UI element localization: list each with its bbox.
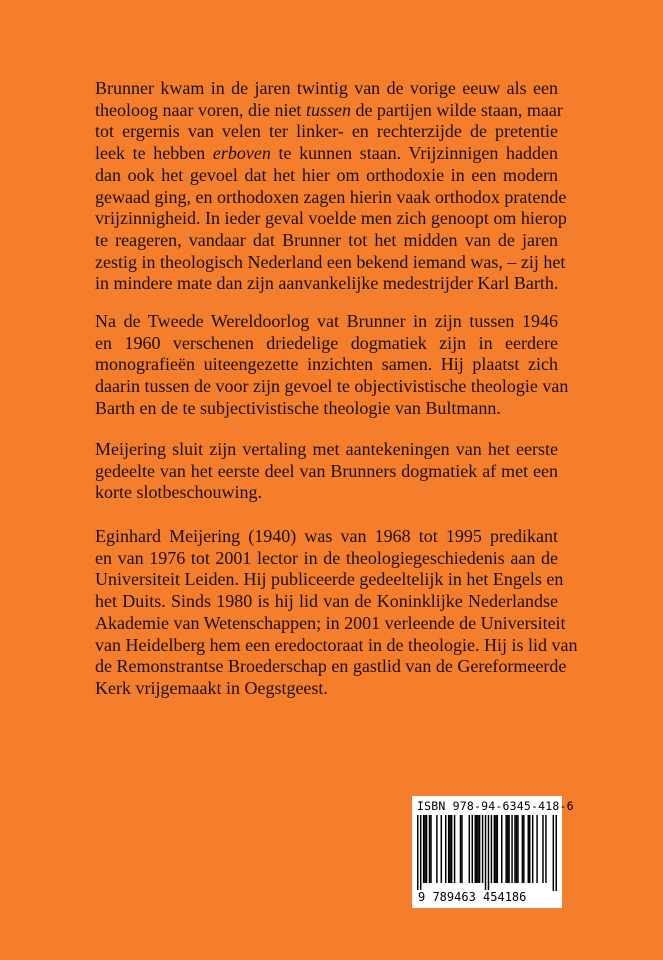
barcode-digits: 9 789463 454186 [418, 890, 527, 904]
barcode-bar [417, 815, 418, 891]
barcode-bar [556, 815, 557, 891]
text-line: Na de Tweede Wereldoorlog vat Brunner in zijn tussen 1946 [95, 311, 558, 331]
barcode-bar [441, 815, 442, 883]
barcode-bar [528, 815, 529, 883]
barcode-bar [553, 815, 554, 891]
barcode-bar [451, 815, 452, 883]
barcode-bar [516, 815, 517, 883]
barcode-bar [482, 815, 483, 883]
barcode-bar [469, 815, 470, 883]
barcode-bar [523, 815, 524, 883]
barcode-bar [497, 815, 498, 883]
text-line: dan ook het gevoel dat het hier om orthodoxie in een modern [95, 164, 558, 185]
text-line: van Heidelberg hem een eredoctoraat in de theologie. Hij is lid van [95, 634, 578, 655]
text-line: Barth en de te subjectivistische theologie van Bultmann. [95, 397, 501, 418]
text-line: theoloog naar voren, die niet tussen de partijen wilde staan, maar [95, 99, 563, 120]
text-line: gedeelte van het eerste deel van Brunners dogmatiek af met een [95, 460, 558, 481]
barcode-bar [445, 815, 446, 883]
paragraph-author-bio [95, 526, 578, 700]
barcode-bar [454, 815, 455, 883]
barcode-bar [472, 815, 473, 883]
text-line: monografieën uiteengezette inzichten samen. Hij plaatst zich [95, 354, 558, 375]
text-line: zestig in theologisch Nederland een bekend iemand was, – zij het [95, 251, 566, 272]
text-line: leek te hebben erboven te kunnen staan. Vrijzinnigen hadden [95, 143, 558, 164]
text-line: gewaad ging, en orthodoxen zagen hierin vaak orthodox pratende [95, 186, 567, 207]
emphasis: erboven [212, 143, 271, 164]
barcode-bar [488, 815, 489, 891]
text-line: Brunner kwam in de jaren twintig van de vorige eeuw als een [95, 78, 558, 98]
barcode-bar [448, 815, 449, 883]
barcode-bar [423, 815, 424, 883]
barcode-bar [479, 815, 480, 883]
barcode-bar [449, 815, 450, 883]
barcode-bar [517, 815, 518, 883]
barcode-bar [461, 815, 462, 883]
barcode-bar [511, 815, 512, 883]
text-line: Akademie van Wetenschappen; in 2001 verleende de Universiteit [95, 612, 566, 633]
barcode-bar [508, 815, 509, 883]
barcode-bar [477, 815, 478, 883]
paragraph-intro [95, 78, 567, 295]
text-line: tot ergernis van velen ter linker- en rechterzijde de pretentie [95, 121, 558, 142]
barcode-bar [476, 815, 477, 883]
barcode-bar [505, 815, 506, 883]
barcode-bar [542, 815, 543, 883]
barcode-bar [424, 815, 425, 883]
text-line: het Duits. Sinds 1980 is hij lid van de Koninklijke Nederlandse [95, 591, 558, 612]
barcode-bar [485, 815, 486, 891]
barcode-bar [426, 815, 427, 883]
barcode-bar [494, 815, 495, 883]
paragraph-dogmatics [95, 311, 569, 420]
barcode-bar [474, 815, 475, 883]
text-line: in mindere mate dan zijn aanvankelijke medestrijder Karl Barth. [95, 273, 559, 294]
text-line: Meijering sluit zijn vertaling met aantekeningen van het eerste [95, 439, 558, 459]
isbn-barcode [412, 796, 574, 908]
barcode-bar [507, 815, 508, 883]
barcode-bar [420, 815, 421, 891]
barcode-bar [430, 815, 431, 883]
barcode-bar [532, 815, 533, 883]
emphasis: tussen [305, 99, 351, 120]
barcode-bar [536, 815, 537, 883]
barcode-bar [495, 815, 496, 883]
text-line: Universiteit Leiden. Hij publiceerde gedeeltelijk in het Engels en [95, 569, 564, 590]
barcode-bar [529, 815, 530, 883]
text-line: de Remonstrantse Broederschap en gastlid van de Gereformeerde [95, 656, 567, 677]
paragraph-translation [95, 439, 558, 504]
text-line: Eginhard Meijering (1940) was van 1968 tot 1995 predikant [95, 526, 558, 546]
barcode-bar [429, 815, 430, 883]
barcode-bar [460, 815, 461, 883]
text-line: en 1960 verschenen driedelige dogmatiek zijn in eerdere [95, 332, 558, 353]
text-line: te reageren, vandaar dat Brunner tot het midden van de jaren [95, 229, 558, 250]
text-line: korte slotbeschouwing. [95, 482, 262, 503]
isbn-label: ISBN 978-94-6345-418-6 [417, 799, 574, 813]
barcode-bars [417, 815, 557, 891]
text-line: vrijzinnigheid. In ieder geval voelde men zich genoopt om hierop [95, 208, 567, 229]
barcode-bar [522, 815, 523, 883]
barcode-bar [514, 815, 515, 883]
barcode-bar [436, 815, 437, 883]
barcode-bar [501, 815, 502, 883]
text-line: en van 1976 tot 2001 lector in de theologiegeschiedenis aan de [95, 547, 558, 568]
text-line: daarin tussen de voor zijn gevoel te objectivistische theologie van [95, 376, 569, 397]
text-line: Kerk vrijgemaakt in Oegstgeest. [95, 677, 328, 698]
barcode-bar [491, 815, 492, 883]
barcode-bar [545, 815, 546, 883]
